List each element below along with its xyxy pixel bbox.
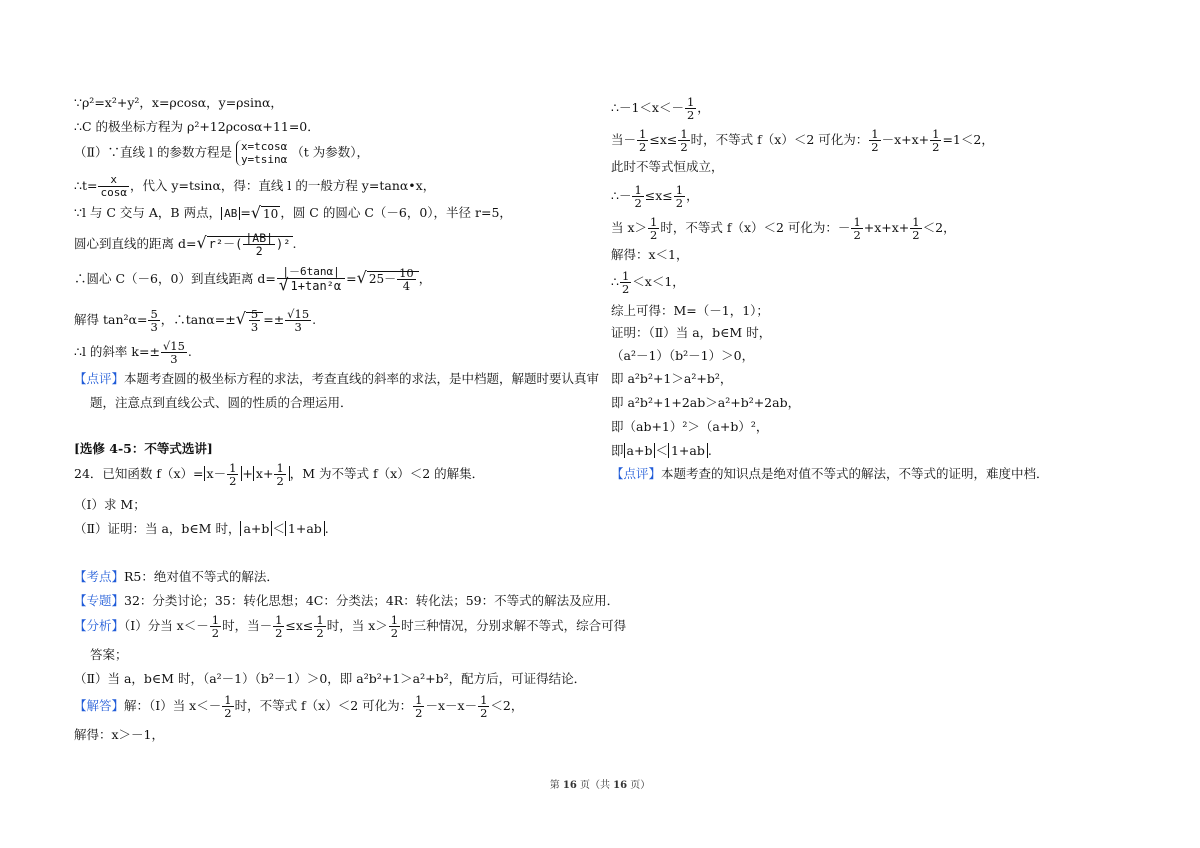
right-line-2: 当－ $\frac{1}{2}$ ≤x≤ $\frac{1}{2}$ 时，不等式 f（x）＜2 可化为： $\frac{1}{2}$ －x+x+ $\frac{1}{2}$ =1＜2， bbox=[611, 127, 994, 154]
problem-part-2: （Ⅱ）证明：当 a，b∈M 时， a+b ＜ 1+ab . bbox=[74, 521, 329, 536]
knowledge-point: 【考点】R5：绝对值不等式的解法． bbox=[74, 569, 279, 584]
topic: 【专题】32：分类讨论；35：转化思想；4C：分类法；4R：转化法；59：不等式的解法及应用． bbox=[74, 593, 620, 608]
right-line-10: （a²－1）（b²－1）＞0， bbox=[611, 348, 755, 363]
right-line-4: ∴－ $\frac{1}{2}$ ≤x≤ $\frac{1}{2}$ ， bbox=[611, 183, 699, 210]
right-line-7: ∴ $\frac{1}{2}$ ＜x＜1， bbox=[611, 269, 685, 296]
left-comment-2: 题，注意点到直线公式、圆的性质的合理运用． bbox=[90, 395, 353, 410]
right-line-14: 即 a+b ＜ 1+ab . bbox=[611, 443, 712, 458]
right-line-1: ∴－1＜x＜－ $\frac{1}{2}$ ， bbox=[611, 95, 710, 122]
right-line-13: 即（ab+1）²＞（a+b）²， bbox=[611, 419, 769, 434]
left-line-6: 圆心到直线的距离 d=√ r²－( $\frac{|AB|}{2}$ )² . bbox=[74, 231, 297, 258]
left-line-2: ∴C 的极坐标方程为 ρ²+12ρcosα+11=0． bbox=[74, 119, 320, 134]
right-line-11: 即 a²b²+1＞a²+b²， bbox=[611, 371, 733, 386]
left-line-9: ∴l 的斜率 k=± $\frac{√15}{3}$ . bbox=[74, 339, 192, 366]
right-line-6: 解得：x＜1， bbox=[611, 247, 689, 262]
left-line-1: ∵ρ²=x²+y²，x=ρcosα，y=ρsinα， bbox=[74, 95, 283, 110]
comment-tag: 【点评】 bbox=[74, 371, 125, 386]
left-line-8: 解得 tan²α= $\frac{5}{3}$ ，∴tanα=±√ $\frac{5}{3}$ =± $\frac{√15}{3}$ . bbox=[74, 307, 317, 334]
parametric-system: x=tcosα y=tsinα bbox=[236, 140, 287, 166]
page-number: 16 bbox=[562, 780, 577, 791]
solution-1: 【解答】解：（I）当 x＜－ $\frac{1}{2}$ 时，不等式 f（x）＜2 可化为： $\frac{1}{2}$ －x－x－ $\frac{1}{2}$ ＜2， bbox=[74, 693, 524, 720]
problem-24: 24．已知函数 f（x）= x－ $\frac{1}{2}$ + x+ $\frac{1}{2}$ ，M 为不等式 f（x）＜2 的解集． bbox=[74, 461, 485, 488]
page-total: 16 bbox=[613, 780, 628, 791]
analysis-2: 答案； bbox=[90, 647, 128, 662]
analysis-3: （Ⅱ）当 a，b∈M 时，（a²－1）（b²－1）＞0，即 a²b²+1＞a²+b²，配方后，可证得结论． bbox=[74, 671, 587, 686]
right-line-12: 即 a²b²+1+2ab＞a²+b²+2ab， bbox=[611, 395, 801, 410]
right-line-9: 证明：（Ⅱ）当 a，b∈M 时， bbox=[611, 325, 772, 340]
solution-2: 解得：x＞－1， bbox=[74, 727, 165, 742]
right-comment: 【点评】本题考查的知识点是绝对值不等式的解法，不等式的证明，难度中档． bbox=[611, 466, 1049, 481]
left-comment-1: 【点评】本题考查圆的极坐标方程的求法，考查直线的斜率的求法，是中档题，解题时要认真审 bbox=[74, 371, 600, 386]
problem-part-1: （Ⅰ）求 M； bbox=[74, 497, 146, 512]
right-line-3: 此时不等式恒成立， bbox=[611, 159, 724, 174]
left-line-4: ∴t= $\frac{x}{\cos\alpha}$ ，代入 y=tsinα，得：直线 l 的一般方程 y=tanα•x， bbox=[74, 173, 436, 199]
left-line-3: （Ⅱ）∵直线 l 的参数方程是 x=tcosα y=tsinα （t 为参数）， bbox=[74, 140, 370, 166]
right-line-5: 当 x＞ $\frac{1}{2}$ 时，不等式 f（x）＜2 可化为：－ $\frac{1}{2}$ +x+x+ $\frac{1}{2}$ ＜2， bbox=[611, 215, 956, 242]
section-heading: [选修 4-5：不等式选讲] bbox=[74, 441, 213, 456]
page-footer: 第 16 页（共 16 页） bbox=[549, 780, 651, 791]
right-line-8: 综上可得：M=（－1，1）； bbox=[611, 303, 769, 318]
analysis-1: 【分析】（I）分当 x＜－ $\frac{1}{2}$ 时，当－ $\frac{1}{2}$ ≤x≤ $\frac{1}{2}$ 时，当 x＞ $\frac{1}{2}$ 时三种情况，分别求解不等式，综合可得 bbox=[74, 613, 627, 640]
left-line-7: ∴圆心 C（－6，0）到直线距离 d= $\frac{|-6\tan\alpha|}{\text{√ 1+tan²α}}$ =√ 25－ $\frac{10}{4}$ ， bbox=[74, 265, 432, 294]
left-line-5: ∵l 与 C 交与 A，B 两点， AB =√ 10 ，圆 C 的圆心 C（－6，0），半径 r=5， bbox=[74, 203, 512, 222]
